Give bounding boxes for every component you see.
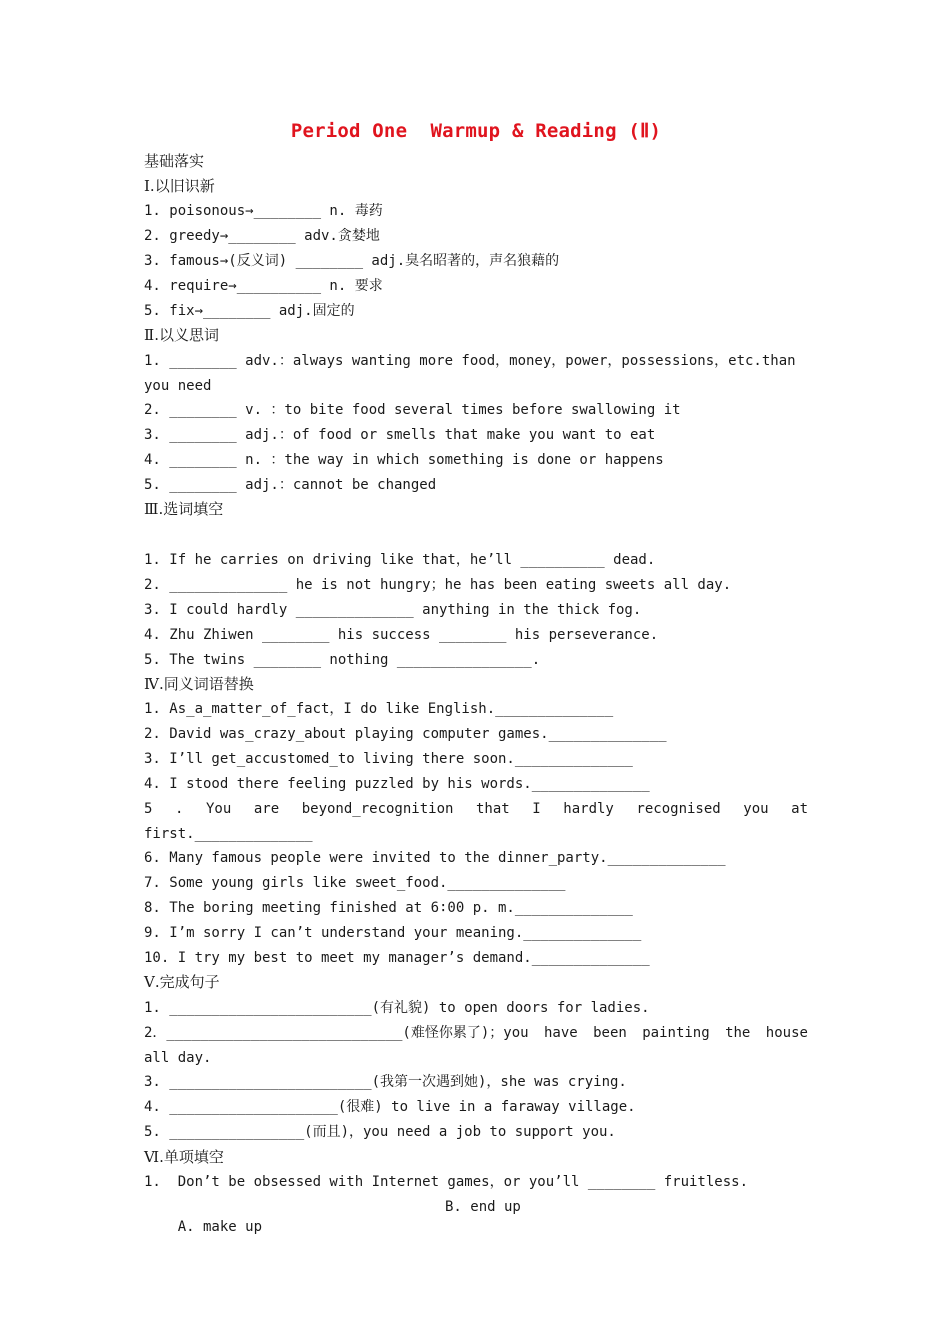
s4-item-5 <box>144 799 808 819</box>
s4-item-6: 6. Many famous people were invited to the dinner_party.______________ <box>144 850 726 866</box>
s4-item-5-word: . <box>175 801 184 817</box>
s4-item-9: 9. I’m sorry I can’t understand your meaning.______________ <box>144 925 642 941</box>
s5-item-2-word: have <box>543 1025 578 1041</box>
s6-q1-options <box>144 1197 808 1235</box>
s2-item-1: 1. ________ adv.：always wanting more food，money，power，possessions，etc.than <box>144 353 796 369</box>
s1-item-1: 1. poisonous→________ n. 毒药 <box>144 203 383 219</box>
s4-item-7: 7. Some young girls like sweet_food.______________ <box>144 875 566 891</box>
option-a: A. make up <box>177 1219 263 1235</box>
section-2-heading: Ⅱ.以义思词 <box>144 326 219 344</box>
s1-item-2: 2. greedy→________ adv.贪婪地 <box>144 228 380 244</box>
s5-item-2-word: the <box>725 1025 751 1041</box>
s3-item-2: 2. ______________ he is not hungry；he has been eating sweets all day. <box>144 577 732 593</box>
s5-item-1: 1. ________________________(有礼貌) to open doors for ladies. <box>144 1000 650 1016</box>
s4-item-5-word: recognised <box>636 801 721 817</box>
s5-item-2-cont: all day. <box>144 1050 212 1066</box>
s3-item-4: 4. Zhu Zhiwen ________ his success ________ his perseverance. <box>144 627 659 643</box>
section-basic-heading: 基础落实 <box>144 152 205 170</box>
s4-item-5-word: 5 <box>144 801 153 817</box>
section-6-heading: Ⅵ.单项填空 <box>144 1148 224 1166</box>
section-4-heading: Ⅳ.同义词语替换 <box>144 675 254 693</box>
s4-item-5-word: hardly <box>563 801 614 817</box>
s3-item-1: 1. If he carries on driving like that，he’ll __________ dead. <box>144 552 656 568</box>
s5-item-2-word: house <box>765 1025 808 1041</box>
s4-item-5-word: are <box>253 801 280 817</box>
section-1-heading: Ⅰ.以旧识新 <box>144 177 215 195</box>
s4-item-5-word: you <box>743 801 769 817</box>
s4-item-8: 8. The boring meeting finished at 6∶00 p. m.______________ <box>144 900 633 916</box>
s4-item-5-word: at <box>791 801 808 817</box>
s1-item-5: 5. fix→________ adj.固定的 <box>144 303 355 319</box>
s2-item-2: 2. ________ v. ：to bite food several times before swallowing it <box>144 402 681 418</box>
section-3-heading: Ⅲ.选词填空 <box>144 500 224 518</box>
s5-item-2-word: painting <box>642 1025 710 1041</box>
s5-item-4: 4. ____________________(很难) to live in a faraway village. <box>144 1099 636 1115</box>
s2-item-4: 4. ________ n. ：the way in which something is done or happens <box>144 452 664 468</box>
s1-item-4: 4. require→__________ n. 要求 <box>144 278 383 294</box>
section-5-heading: Ⅴ.完成句子 <box>144 973 220 991</box>
option-b: B. end up <box>445 1199 521 1215</box>
s4-item-10: 10. I try my best to meet my manager’s demand.______________ <box>144 950 650 966</box>
s5-item-5: 5. ________________(而且)，you need a job to support you. <box>144 1124 616 1140</box>
s2-item-5: 5. ________ adj.：cannot be changed <box>144 477 437 493</box>
s4-item-5-word: I <box>532 801 541 817</box>
s4-item-2: 2. David was_crazy_about playing computer games.______________ <box>144 726 667 742</box>
s4-item-5-word: that <box>476 801 510 817</box>
s4-item-5-cont: first.______________ <box>144 826 313 842</box>
s5-item-2-word: been <box>593 1025 627 1041</box>
s3-item-5: 5. The twins ________ nothing ________________. <box>144 652 541 668</box>
s4-item-3: 3. I’ll get_accustomed_to living there soon.______________ <box>144 751 633 767</box>
s2-item-3: 3. ________ adj.：of food or smells that make you want to eat <box>144 427 656 443</box>
s2-item-1-cont: you need <box>144 378 212 394</box>
s4-item-1: 1. As_a_matter_of_fact，I do like English.______________ <box>144 701 614 717</box>
s3-item-3: 3. I could hardly ______________ anything in the thick fog. <box>144 602 642 618</box>
s5-item-3: 3. ________________________(我第一次遇到她)，she was crying. <box>144 1074 627 1090</box>
s4-item-5-word: You <box>206 801 232 817</box>
s6-question-1: 1. Don’t be obsessed with Internet games，or you’ll ________ fruitless. <box>144 1174 749 1190</box>
s5-item-2-word: 2．____________________________(难怪你累了)；you <box>144 1025 529 1041</box>
s4-item-4: 4. I stood there feeling puzzled by his words.______________ <box>144 776 650 792</box>
s1-item-3: 3. famous→(反义词) ________ adj.臭名昭著的，声名狼藉的 <box>144 253 560 269</box>
page-title: Period One Warmup & Reading (Ⅱ) <box>290 120 662 142</box>
s4-item-5-word: beyond_recognition <box>301 801 454 817</box>
s5-item-2 <box>144 1023 808 1043</box>
